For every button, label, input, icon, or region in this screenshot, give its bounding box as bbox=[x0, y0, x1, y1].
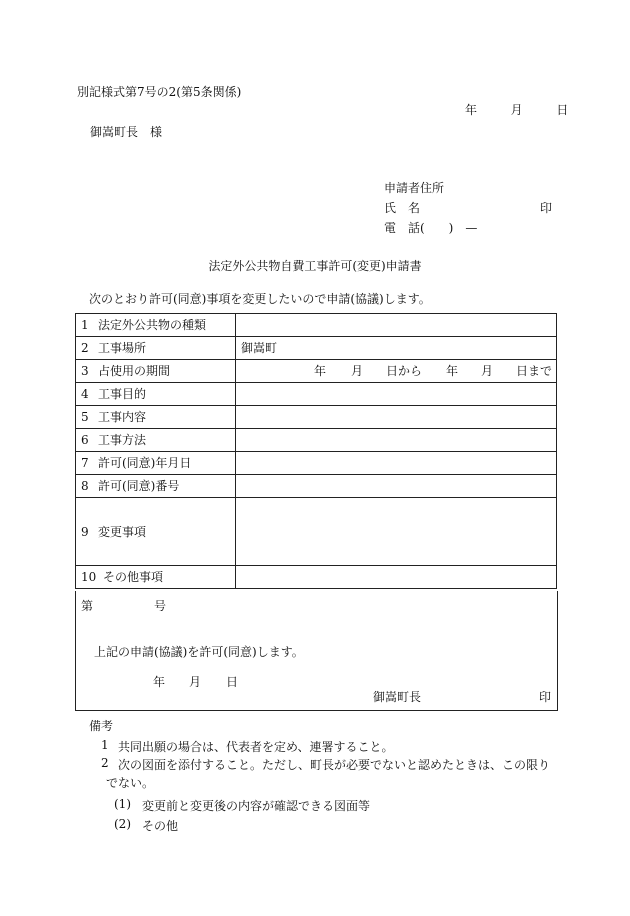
applicant-address: 申請者住所 bbox=[384, 181, 445, 195]
applicant-seal: 印 bbox=[540, 201, 553, 215]
table-row bbox=[76, 406, 557, 429]
period-end-day: 日まで bbox=[516, 364, 553, 378]
addressee: 御嵩町長 様 bbox=[90, 125, 163, 139]
applicant-name-row bbox=[384, 198, 554, 218]
approval-section bbox=[75, 591, 558, 711]
note-continuation: でない。 bbox=[106, 776, 155, 790]
sub-note-number: (1) bbox=[114, 797, 131, 811]
table-row bbox=[76, 498, 557, 566]
row-label: 4 工事目的 bbox=[76, 383, 236, 406]
approval-date-month: 月 bbox=[189, 675, 202, 689]
approval-date-day: 日 bbox=[226, 675, 239, 689]
table-row bbox=[76, 383, 557, 406]
table-row bbox=[76, 475, 557, 498]
approval-number-suffix: 号 bbox=[154, 599, 167, 613]
other-items-field[interactable] bbox=[236, 566, 557, 589]
note-text: 共同出願の場合は、代表者を定め、連署すること。 bbox=[118, 740, 394, 754]
application-table bbox=[75, 313, 557, 589]
row-label: 5 工事内容 bbox=[76, 406, 236, 429]
approval-date-year: 年 bbox=[153, 675, 166, 689]
approval-authority: 御嵩町長 bbox=[373, 690, 422, 704]
row-label: 2 工事場所 bbox=[76, 337, 236, 360]
sub-note-number: (2) bbox=[114, 817, 131, 831]
intro-text: 次のとおり許可(同意)事項を変更したいので申請(協議)します。 bbox=[89, 292, 431, 306]
note-number: 1 bbox=[101, 738, 109, 752]
date-month: 月 bbox=[510, 103, 523, 117]
content-field[interactable] bbox=[236, 406, 557, 429]
applicant-block bbox=[384, 178, 554, 238]
row-label: 9 変更事項 bbox=[76, 498, 236, 566]
row-label: 6 工事方法 bbox=[76, 429, 236, 452]
table-row bbox=[76, 314, 557, 337]
sub-note-text: その他 bbox=[142, 819, 179, 833]
method-field[interactable] bbox=[236, 429, 557, 452]
row-label: 7 許可(同意)年月日 bbox=[76, 452, 236, 475]
purpose-field[interactable] bbox=[236, 383, 557, 406]
row-label: 10 その他事項 bbox=[76, 566, 236, 589]
period-end-year: 年 bbox=[446, 364, 459, 378]
date-day: 日 bbox=[556, 103, 569, 117]
note-text: 次の図面を添付すること。ただし、町長が必要でないと認めたときは、この限り bbox=[118, 758, 551, 772]
period-start-year: 年 bbox=[314, 364, 327, 378]
construction-site-field[interactable]: 御嵩町 bbox=[236, 337, 557, 360]
document-title: 法定外公共物自費工事許可(変更)申請書 bbox=[208, 259, 422, 273]
note-number: 2 bbox=[101, 756, 109, 770]
notes-heading: 備考 bbox=[89, 719, 114, 733]
application-date bbox=[465, 101, 568, 118]
table-row bbox=[76, 360, 557, 383]
table-row bbox=[76, 566, 557, 589]
table-row bbox=[76, 429, 557, 452]
approval-number-prefix: 第 bbox=[81, 599, 94, 613]
period-start-month: 月 bbox=[351, 364, 364, 378]
permission-date-field[interactable] bbox=[236, 452, 557, 475]
form-number: 別記様式第7号の2(第5条関係) bbox=[77, 85, 242, 99]
approval-seal: 印 bbox=[539, 690, 552, 704]
table-row bbox=[76, 337, 557, 360]
permission-number-field[interactable] bbox=[236, 475, 557, 498]
row-label: 1 法定外公共物の種類 bbox=[76, 314, 236, 337]
public-property-type-field[interactable] bbox=[236, 314, 557, 337]
row-label: 8 許可(同意)番号 bbox=[76, 475, 236, 498]
date-year: 年 bbox=[465, 103, 478, 117]
applicant-name-label: 氏 名 bbox=[384, 201, 421, 215]
applicant-phone: 電 話( ) — bbox=[384, 221, 478, 235]
change-items-field[interactable] bbox=[236, 498, 557, 566]
sub-note-text: 変更前と変更後の内容が確認できる図面等 bbox=[142, 799, 371, 813]
occupancy-period-field[interactable] bbox=[236, 360, 557, 383]
period-end-month: 月 bbox=[481, 364, 494, 378]
table-row bbox=[76, 452, 557, 475]
row-label: 3 占使用の期間 bbox=[76, 360, 236, 383]
period-start-day: 日から bbox=[386, 364, 423, 378]
approval-statement: 上記の申請(協議)を許可(同意)します。 bbox=[94, 645, 304, 659]
